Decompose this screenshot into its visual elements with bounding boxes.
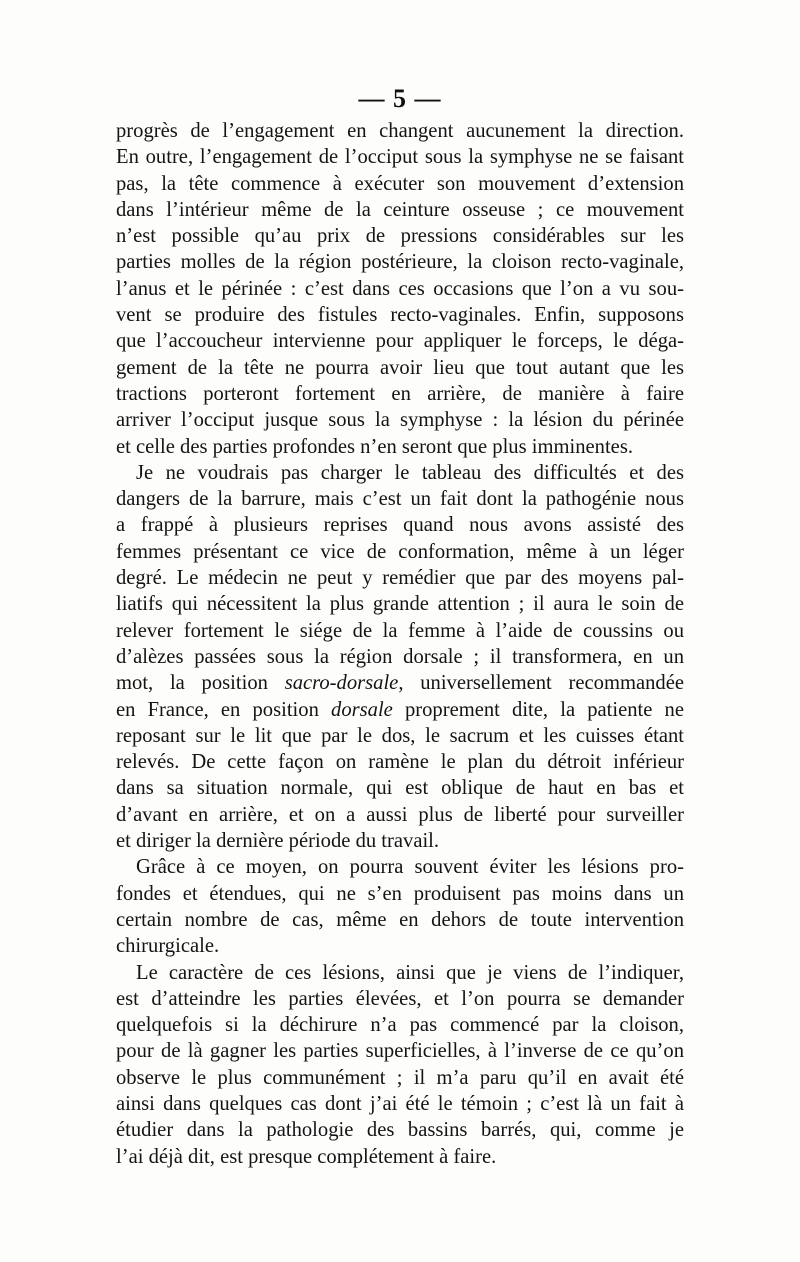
text-line: Je ne voudrais pas charger le tableau des difficultés et des (136, 461, 684, 484)
text-line: En outre, l’engagement de l’occiput sous la symphyse ne se faisant (116, 146, 684, 169)
text-line: dangers de la barrure, mais c’est un fait dont la pathogénie nous (116, 488, 684, 511)
text-line: d’alèzes passées sous la région dorsale ; il transformera, en un (116, 645, 684, 668)
text-line: n’est possible qu’au prix de pressions considérables sur les (116, 225, 684, 248)
text-line: observe le plus communément ; il m’a paru qu’il en avait été (116, 1066, 684, 1089)
text-line: dans sa situation normale, qui est oblique de haut en bas et (116, 777, 684, 800)
text-line: arriver l’occiput jusque sous la symphyse : la lésion du périnée (116, 409, 684, 432)
text-line: a frappé à plusieurs reprises quand nous avons assisté des (116, 514, 684, 537)
text-line: reposant sur le lit que par le dos, le sacrum et les cuisses étant (116, 724, 684, 747)
text-line: relevés. De cette façon on ramène le plan du détroit inférieur (116, 751, 684, 774)
text-segment: proprement dite, la patiente ne (392, 698, 684, 721)
text-line: pas, la tête commence à exécuter son mouvement d’extension (116, 172, 684, 195)
text-line: fondes et étendues, qui ne s’en produisent pas moins dans un (116, 882, 684, 905)
text-line: progrès de l’engagement en changent aucunement la direction. (116, 120, 684, 142)
text-line: l’anus et le périnée : c’est dans ces occasions que l’on a vu sou- (116, 277, 684, 300)
text-line: chirurgicale. (116, 935, 220, 958)
page-number: — 5 — (358, 84, 442, 113)
text-line: ainsi dans quelques cas dont j’ai été le témoin ; c’est là un fait à (116, 1092, 684, 1115)
body-text (116, 118, 684, 1170)
text-line: femmes présentant ce vice de conformation, même à un léger (116, 540, 684, 563)
paragraph-2 (116, 460, 684, 854)
text-segment: en France, en position (116, 698, 332, 721)
italic-term: sacro-dorsale (284, 672, 399, 695)
text-line: et diriger la dernière période du travail. (116, 830, 440, 853)
text-line: dans l’intérieur même de la ceinture osseuse ; ce mouvement (116, 198, 684, 221)
text-line: liatifs qui nécessitent la plus grande attention ; il aura le soin de (116, 593, 684, 616)
text-line: que l’accoucheur intervienne pour appliquer le forceps, le déga- (116, 330, 684, 353)
text-line: certain nombre de cas, même en dehors de toute intervention (116, 908, 684, 931)
text-line: relever fortement le siége de la femme à l’aide de coussins ou (116, 619, 684, 642)
text-line: degré. Le médecin ne peut y remédier que par des moyens pal- (116, 567, 684, 590)
text-line-mixed (116, 670, 684, 696)
paragraph-3 (116, 854, 684, 959)
paragraph-1 (116, 118, 684, 460)
text-line: pour de là gagner les parties superficielles, à l’inverse de ce qu’on (116, 1040, 684, 1063)
text-line-mixed (116, 697, 684, 723)
text-line: Grâce à ce moyen, on pourra souvent éviter les lésions pro- (136, 856, 684, 879)
text-line: quelquefois si la déchirure n’a pas commencé par la cloison, (116, 1014, 684, 1037)
text-line: l’ai déjà dit, est presque complétement à faire. (116, 1145, 497, 1168)
text-line: étudier dans la pathologie des bassins barrés, qui, comme je (116, 1119, 684, 1142)
text-segment: , universellement recommandée (398, 672, 684, 695)
text-line: Le caractère de ces lésions, ainsi que je viens de l’indiquer, (136, 961, 684, 984)
paragraph-4 (116, 960, 684, 1170)
text-line: est d’atteindre les parties élevées, et l’on pourra se demander (116, 987, 684, 1010)
text-line: d’avant en arrière, et on a aussi plus de liberté pour surveiller (116, 803, 684, 826)
italic-term: dorsale (331, 698, 393, 721)
text-segment: mot, la position (116, 672, 285, 695)
text-line: et celle des parties profondes n’en seront que plus imminentes. (116, 435, 633, 458)
text-line: vent se produire des fistules recto-vaginales. Enfin, supposons (116, 304, 684, 327)
text-line: tractions porteront fortement en arrière, de manière à faire (116, 382, 684, 405)
text-line: parties molles de la région postérieure, la cloison recto-vaginale, (116, 251, 684, 274)
text-line: gement de la tête ne pourra avoir lieu que tout autant que les (116, 356, 684, 379)
